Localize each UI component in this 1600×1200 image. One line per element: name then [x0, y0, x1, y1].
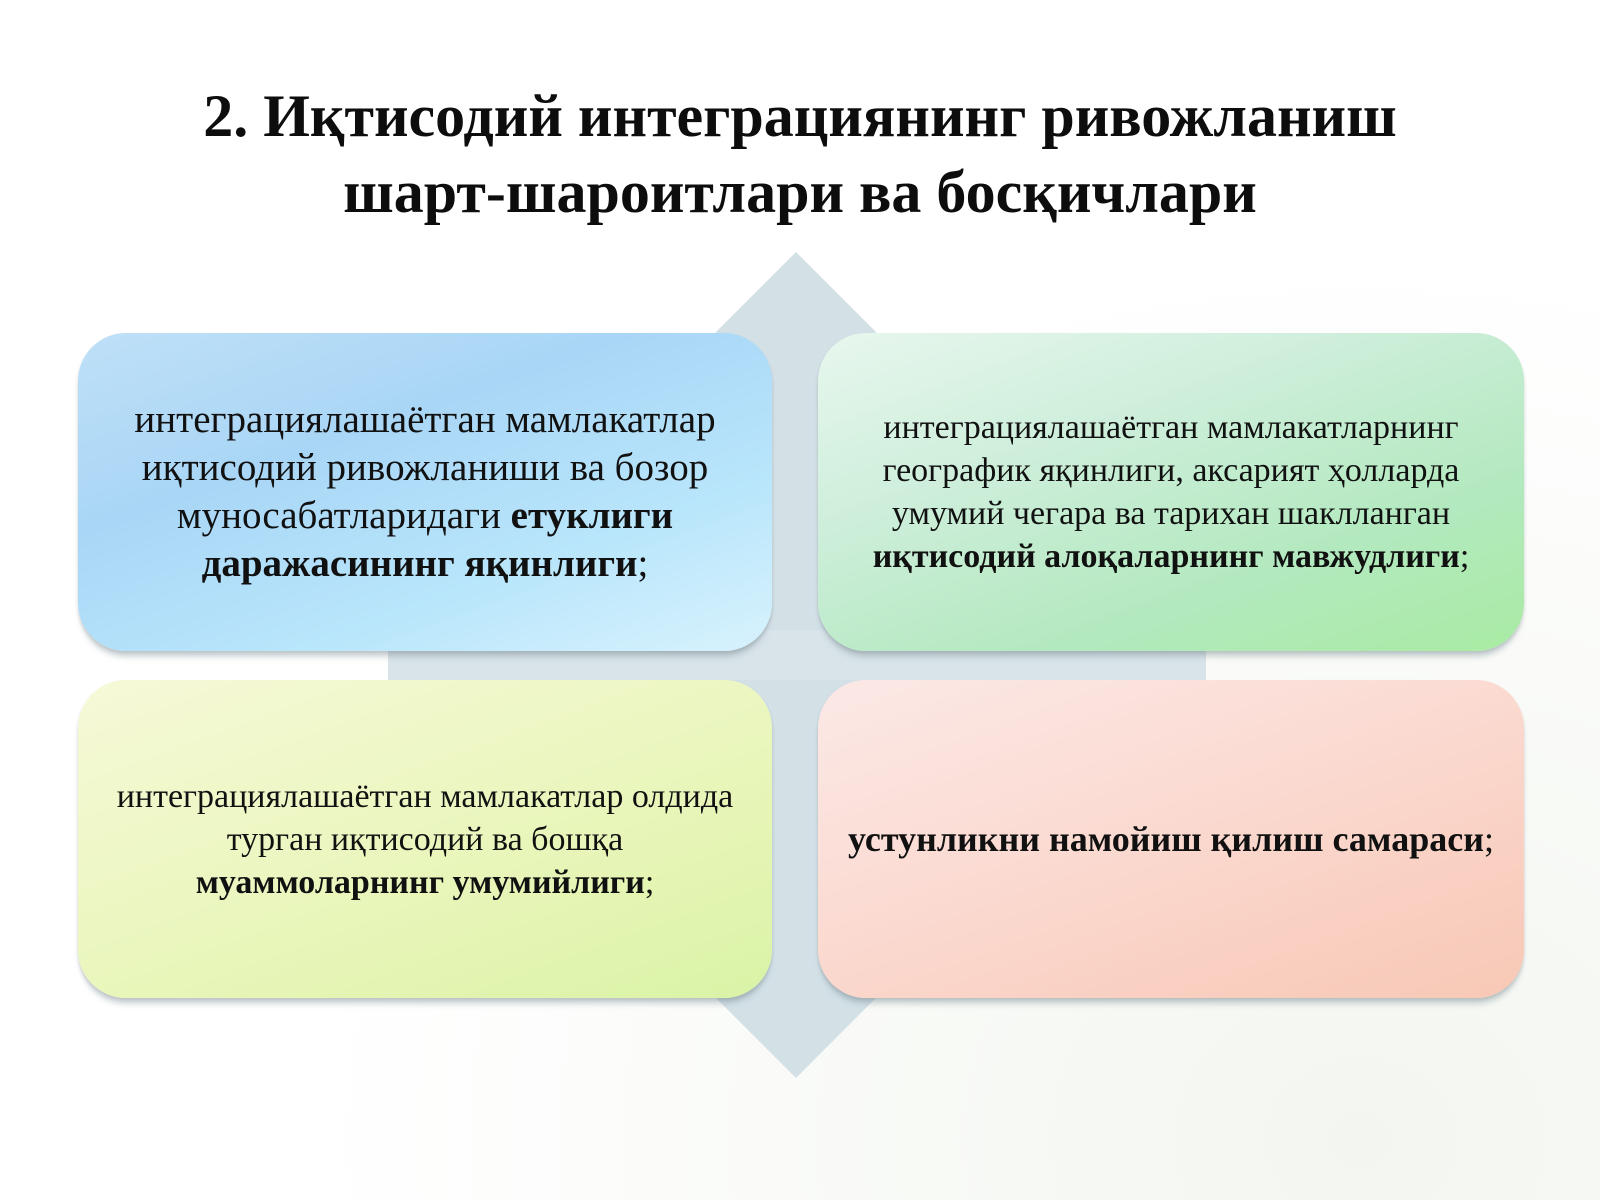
title-line-2: шарт-шароитлари ва босқичлари: [343, 159, 1257, 225]
title-line-1: 2. Иқтисодий интеграциянинг ривожланиш: [203, 83, 1397, 149]
condition-box-economic-maturity: [78, 333, 772, 651]
condition-text-regular: интеграциялашаётган мамлакатлар иқтисодий ривожланиши ва бозор муносабатларидаги: [134, 398, 716, 537]
condition-box-geographic-proximity: [818, 333, 1524, 651]
condition-text: [108, 775, 742, 904]
condition-text-suffix: ;: [637, 542, 649, 585]
condition-box-common-problems: [78, 680, 772, 998]
condition-text-regular: интеграциялашаётган мамлакатлар олдида турган иқтисодий ва бошқа: [116, 777, 734, 858]
condition-text-suffix: ;: [1483, 819, 1494, 859]
condition-text: [848, 406, 1494, 578]
condition-text: [848, 817, 1494, 861]
condition-text-bold: муаммоларнинг умумийлиги: [195, 863, 645, 901]
condition-text-regular: интеграциялашаётган мамлакатларнинг географик яқинлиги, аксарият ҳолларда умумий чегара ва тарихан шаклланган: [882, 409, 1460, 532]
condition-text-suffix: ;: [1459, 538, 1470, 575]
condition-box-demonstration-effect: [818, 680, 1524, 998]
condition-text-bold: устунликни намойиш қилиш самараси: [848, 819, 1484, 859]
condition-text-bold: иқтисодий алоқаларнинг мавжудлиги: [872, 538, 1460, 575]
condition-text-bold: етуклиги даражасининг яқинлиги: [201, 494, 674, 585]
condition-text-suffix: ;: [644, 863, 655, 901]
condition-text: [108, 396, 742, 588]
